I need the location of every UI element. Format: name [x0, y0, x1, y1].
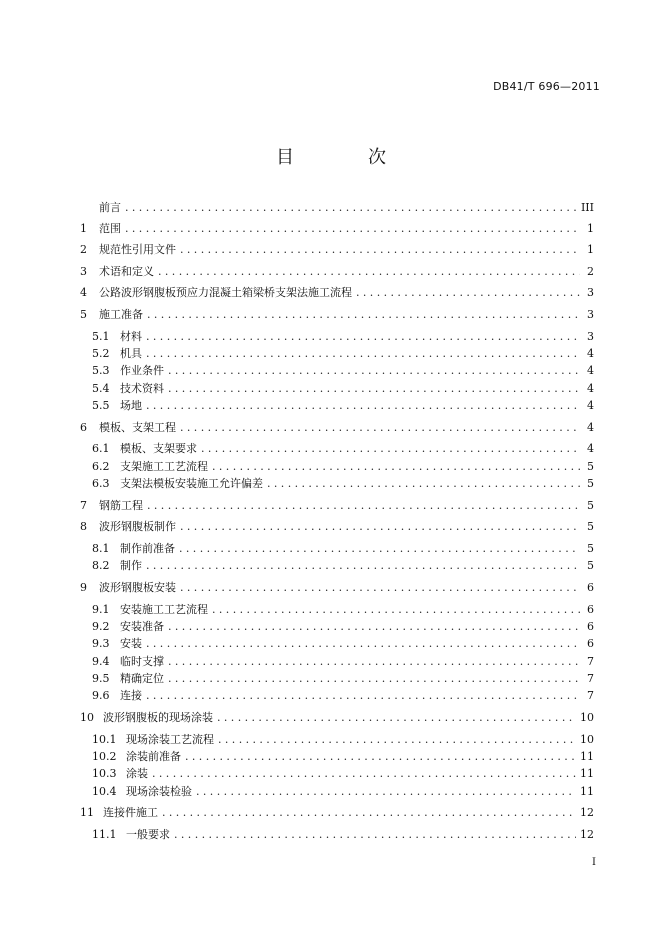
toc-entry-page: 2 [587, 265, 594, 278]
toc-entry[interactable] [92, 542, 594, 556]
toc-entry-number: 5.4 [92, 382, 110, 395]
toc-entry-number: 10 [80, 711, 94, 724]
toc-entry-number: 6.1 [92, 442, 110, 455]
toc-entry-page: 11 [580, 750, 594, 763]
toc-leader-dots [147, 499, 580, 513]
toc-entry-number: 10.3 [92, 767, 117, 780]
toc-entry[interactable] [80, 286, 594, 300]
toc-entry[interactable] [92, 785, 594, 799]
toc-entry[interactable] [80, 308, 594, 322]
toc-leader-dots [180, 581, 580, 595]
toc-leader-dots [180, 421, 580, 435]
toc-entry-page: 10 [580, 711, 594, 724]
toc-entry-number: 5 [80, 308, 87, 321]
toc-entry-page: 3 [587, 286, 594, 299]
toc-entry-number: 4 [80, 286, 87, 299]
toc-leader-dots [174, 828, 576, 842]
toc-leader-dots [180, 243, 580, 257]
toc-entry-number: 9.1 [92, 603, 110, 616]
toc-leader-dots [162, 806, 576, 820]
toc-entry-label: 安装施工工艺流程 [120, 603, 208, 616]
toc-entry-page: 4 [587, 382, 594, 395]
toc-leader-dots [201, 442, 580, 456]
toc-entry-label: 涂装 [126, 767, 148, 780]
toc-entry-page: 10 [580, 733, 594, 746]
toc-entry-number: 8 [80, 520, 87, 533]
toc-entry-label: 范围 [99, 222, 121, 235]
toc-leader-dots [168, 672, 580, 686]
toc-entry-label: 技术资料 [120, 382, 164, 395]
toc-entry-number: 7 [80, 499, 87, 512]
toc-entry-page: 11 [580, 767, 594, 780]
toc-entry-label: 支架法模板安装施工允许偏差 [120, 477, 263, 490]
toc-leader-dots [152, 767, 576, 781]
toc-entry[interactable] [80, 201, 594, 215]
toc-entry-number: 3 [80, 265, 87, 278]
toc-entry-label: 机具 [120, 347, 142, 360]
toc-leader-dots [267, 477, 580, 491]
page-number: I [592, 857, 596, 868]
toc-entry-number: 9.3 [92, 637, 110, 650]
toc-entry-label: 现场涂装工艺流程 [126, 733, 214, 746]
toc-entry-label: 连接件施工 [103, 806, 158, 819]
toc-entry[interactable] [92, 767, 594, 781]
toc-entry-label: 临时支撑 [120, 655, 164, 668]
toc-entry-label: 波形钢腹板的现场涂装 [103, 711, 213, 724]
page-title: 目 次 [276, 147, 414, 168]
toc-entry[interactable] [92, 399, 594, 413]
toc-entry[interactable] [80, 581, 594, 595]
toc-entry-label: 涂装前准备 [126, 750, 181, 763]
toc-entry[interactable] [80, 421, 594, 435]
toc-leader-dots [158, 265, 580, 279]
toc-entry-label: 连接 [120, 689, 142, 702]
toc-leader-dots [180, 520, 580, 534]
toc-entry-page: 6 [587, 637, 594, 650]
toc-entry-label: 支架施工工艺流程 [120, 460, 208, 473]
toc-entry[interactable] [80, 499, 594, 513]
toc-entry-page: 4 [587, 421, 594, 434]
toc-entry-page: 5 [587, 477, 594, 490]
toc-entry-number: 5.2 [92, 347, 110, 360]
toc-entry-page: III [580, 201, 594, 214]
toc-entry-page: 4 [587, 364, 594, 377]
toc-entry-label: 一般要求 [126, 828, 170, 841]
toc-entry-number: 10.1 [92, 733, 117, 746]
toc-entry-label: 波形钢腹板制作 [99, 520, 176, 533]
toc-entry-label: 安装 [120, 637, 142, 650]
toc-entry-page: 12 [580, 806, 594, 819]
toc-leader-dots [168, 655, 580, 669]
toc-entry-number: 9.2 [92, 620, 110, 633]
toc-entry-number: 8.1 [92, 542, 110, 555]
toc-entry-page: 7 [587, 672, 594, 685]
toc-entry-label: 公路波形钢腹板预应力混凝土箱梁桥支架法施工流程 [99, 286, 352, 299]
toc-entry-page: 3 [587, 330, 594, 343]
toc-entry-page: 1 [587, 222, 594, 235]
toc-entry-page: 6 [587, 603, 594, 616]
toc-entry-number: 5.3 [92, 364, 110, 377]
toc-entry-page: 1 [587, 243, 594, 256]
toc-entry-label: 现场涂装检验 [126, 785, 192, 798]
toc-entry-page: 4 [587, 442, 594, 455]
toc-entry-number: 9 [80, 581, 87, 594]
toc-entry[interactable] [80, 222, 594, 236]
standard-code: DB41/T 696—2011 [493, 80, 600, 93]
toc-entry[interactable] [92, 672, 594, 686]
toc-entry[interactable] [92, 559, 594, 573]
toc-entry[interactable] [80, 265, 594, 279]
toc-leader-dots [212, 460, 580, 474]
toc-entry-page: 7 [587, 689, 594, 702]
toc-leader-dots [168, 382, 580, 396]
toc-leader-dots [146, 689, 580, 703]
toc-entry-label: 制作前准备 [120, 542, 175, 555]
toc-entry-label: 规范性引用文件 [99, 243, 176, 256]
toc-entry[interactable] [92, 347, 594, 361]
toc-entry[interactable] [92, 382, 594, 396]
toc-leader-dots [146, 330, 580, 344]
toc-entry-label: 施工准备 [99, 308, 143, 321]
toc-entry-label: 制作 [120, 559, 142, 572]
toc-entry[interactable] [92, 750, 594, 764]
toc-entry[interactable] [92, 442, 594, 456]
toc-entry-number: 9.4 [92, 655, 110, 668]
toc-entry-page: 6 [587, 620, 594, 633]
toc-entry[interactable] [92, 655, 594, 669]
toc-entry-number: 1 [80, 222, 87, 235]
toc-entry[interactable] [92, 364, 594, 378]
toc-leader-dots [125, 201, 577, 215]
toc-leader-dots [196, 785, 576, 799]
toc-entry-number: 9.5 [92, 672, 110, 685]
toc-leader-dots [146, 637, 580, 651]
toc-entry-page: 5 [587, 499, 594, 512]
toc-entry-page: 7 [587, 655, 594, 668]
toc-entry[interactable] [92, 603, 594, 617]
toc-entry[interactable] [80, 806, 594, 820]
toc-leader-dots [218, 733, 576, 747]
toc-entry-number: 9.6 [92, 689, 110, 702]
toc-entry-number: 6 [80, 421, 87, 434]
toc-leader-dots [147, 308, 580, 322]
toc-leader-dots [125, 222, 580, 236]
toc-entry-number: 2 [80, 243, 87, 256]
toc-entry-number: 6.3 [92, 477, 110, 490]
toc-entry-label: 精确定位 [120, 672, 164, 685]
toc-entry-page: 4 [587, 399, 594, 412]
toc-leader-dots [217, 711, 576, 725]
toc-entry-page: 4 [587, 347, 594, 360]
toc-leader-dots [168, 620, 580, 634]
toc-entry-page: 5 [587, 460, 594, 473]
toc-entry-label: 场地 [120, 399, 142, 412]
toc-leader-dots [146, 399, 580, 413]
toc-entry-number: 6.2 [92, 460, 110, 473]
toc-entry-label: 模板、支架要求 [120, 442, 197, 455]
toc-entry-number: 8.2 [92, 559, 110, 572]
toc-entry-label: 安装准备 [120, 620, 164, 633]
toc-entry-page: 5 [587, 542, 594, 555]
toc-entry[interactable] [92, 828, 594, 842]
toc-entry-label: 前言 [99, 201, 121, 214]
toc-entry-label: 波形钢腹板安装 [99, 581, 176, 594]
toc-entry-page: 3 [587, 308, 594, 321]
toc-entry-number: 5.5 [92, 399, 110, 412]
toc-entry[interactable] [92, 733, 594, 747]
toc-entry[interactable] [80, 520, 594, 534]
toc-entry[interactable] [92, 620, 594, 634]
toc-entry-label: 模板、支架工程 [99, 421, 176, 434]
toc-entry-page: 5 [587, 520, 594, 533]
toc-leader-dots [168, 364, 580, 378]
toc-entry-number: 10.4 [92, 785, 117, 798]
toc-entry-page: 11 [580, 785, 594, 798]
toc-leader-dots [179, 542, 580, 556]
toc-entry-number: 11 [80, 806, 94, 819]
toc-entry[interactable] [92, 460, 594, 474]
toc-entry-label: 钢筋工程 [99, 499, 143, 512]
toc-entry-page: 5 [587, 559, 594, 572]
toc-leader-dots [212, 603, 580, 617]
toc-entry-page: 12 [580, 828, 594, 841]
toc-leader-dots [185, 750, 576, 764]
toc-entry[interactable] [80, 243, 594, 257]
toc-entry-label: 术语和定义 [99, 265, 154, 278]
toc-entry-number: 10.2 [92, 750, 117, 763]
toc-entry-label: 材料 [120, 330, 142, 343]
toc-entry[interactable] [92, 330, 594, 344]
toc-entry[interactable] [92, 477, 594, 491]
toc-leader-dots [146, 347, 580, 361]
toc-entry-number: 5.1 [92, 330, 110, 343]
toc-leader-dots [356, 286, 580, 300]
toc-entry-page: 6 [587, 581, 594, 594]
toc-entry[interactable] [80, 711, 594, 725]
toc-entry-number: 11.1 [92, 828, 117, 841]
toc-entry-label: 作业条件 [120, 364, 164, 377]
toc-entry[interactable] [92, 689, 594, 703]
toc-leader-dots [146, 559, 580, 573]
toc-entry[interactable] [92, 637, 594, 651]
